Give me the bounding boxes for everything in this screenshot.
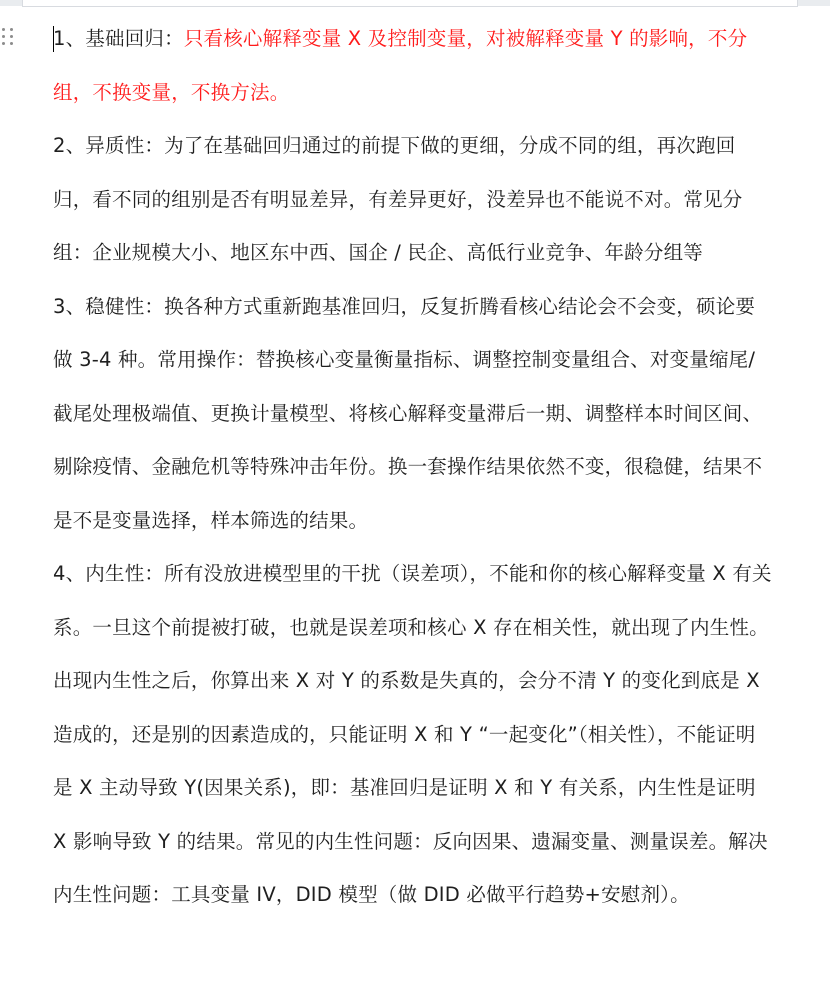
- drag-handle-icon[interactable]: [2, 28, 14, 46]
- document-body[interactable]: [53, 12, 773, 922]
- paragraph-robustness[interactable]: [53, 280, 773, 548]
- paragraph-1-highlight: 只看核心解释变量 X 及控制变量，对被解释变量 Y 的影响，不分组，不换变量，不换方法。: [53, 27, 748, 104]
- paragraph-4-text: 4、内生性：所有没放进模型里的干扰（误差项），不能和你的核心解释变量 X 有关系。一旦这个前提被打破，也就是误差项和核心 X 存在相关性，就出现了内生性。出现内生性之后，你算出来 X 对 Y 的系数是失真的，会分不清 Y 的变化到底是 X 造成的，还是别的因素造成的，只能证明 X 和 Y “一起变化”（相关性），不能证明是 X 主动导致 Y(因果关系)，即：基准回归是证明 X 和 Y 有关系，内生性是证明 X 影响导致 Y 的结果。常见的内生性问题：反向因果、遗漏变量、测量误差。解决内生性问题：工具变量 IV，DID 模型（做 DID 必做平行趋势+安慰剂）。: [53, 562, 772, 906]
- paragraph-heterogeneity[interactable]: [53, 119, 773, 280]
- paragraph-1-lead: 1、基础回归：: [53, 27, 184, 50]
- paragraph-2-text: 2、异质性：为了在基础回归通过的前提下做的更细，分成不同的组，再次跑回归，看不同的组别是否有明显差异，有差异更好，没差异也不能说不对。常见分组：企业规模大小、地区东中西、国企 / 民企、高低行业竞争、年龄分组等: [53, 134, 743, 264]
- document-top-edge: [0, 0, 830, 6]
- paragraph-3-text: 3、稳健性：换各种方式重新跑基准回归，反复折腾看核心结论会不会变，硕论要做 3-4 种。常用操作：替换核心变量衡量指标、调整控制变量组合、对变量缩尾/截尾处理极端值、更换计量模型、将核心解释变量滞后一期、调整样本时间区间、剔除疫情、金融危机等特殊冲击年份。换一套操作结果依然不变，很稳健，结果不是不是变量选择，样本筛选的结果。: [53, 294, 763, 532]
- paragraph-endogeneity[interactable]: [53, 547, 773, 922]
- paragraph-basic-regression[interactable]: [53, 12, 773, 119]
- page-boundary: [22, 0, 798, 7]
